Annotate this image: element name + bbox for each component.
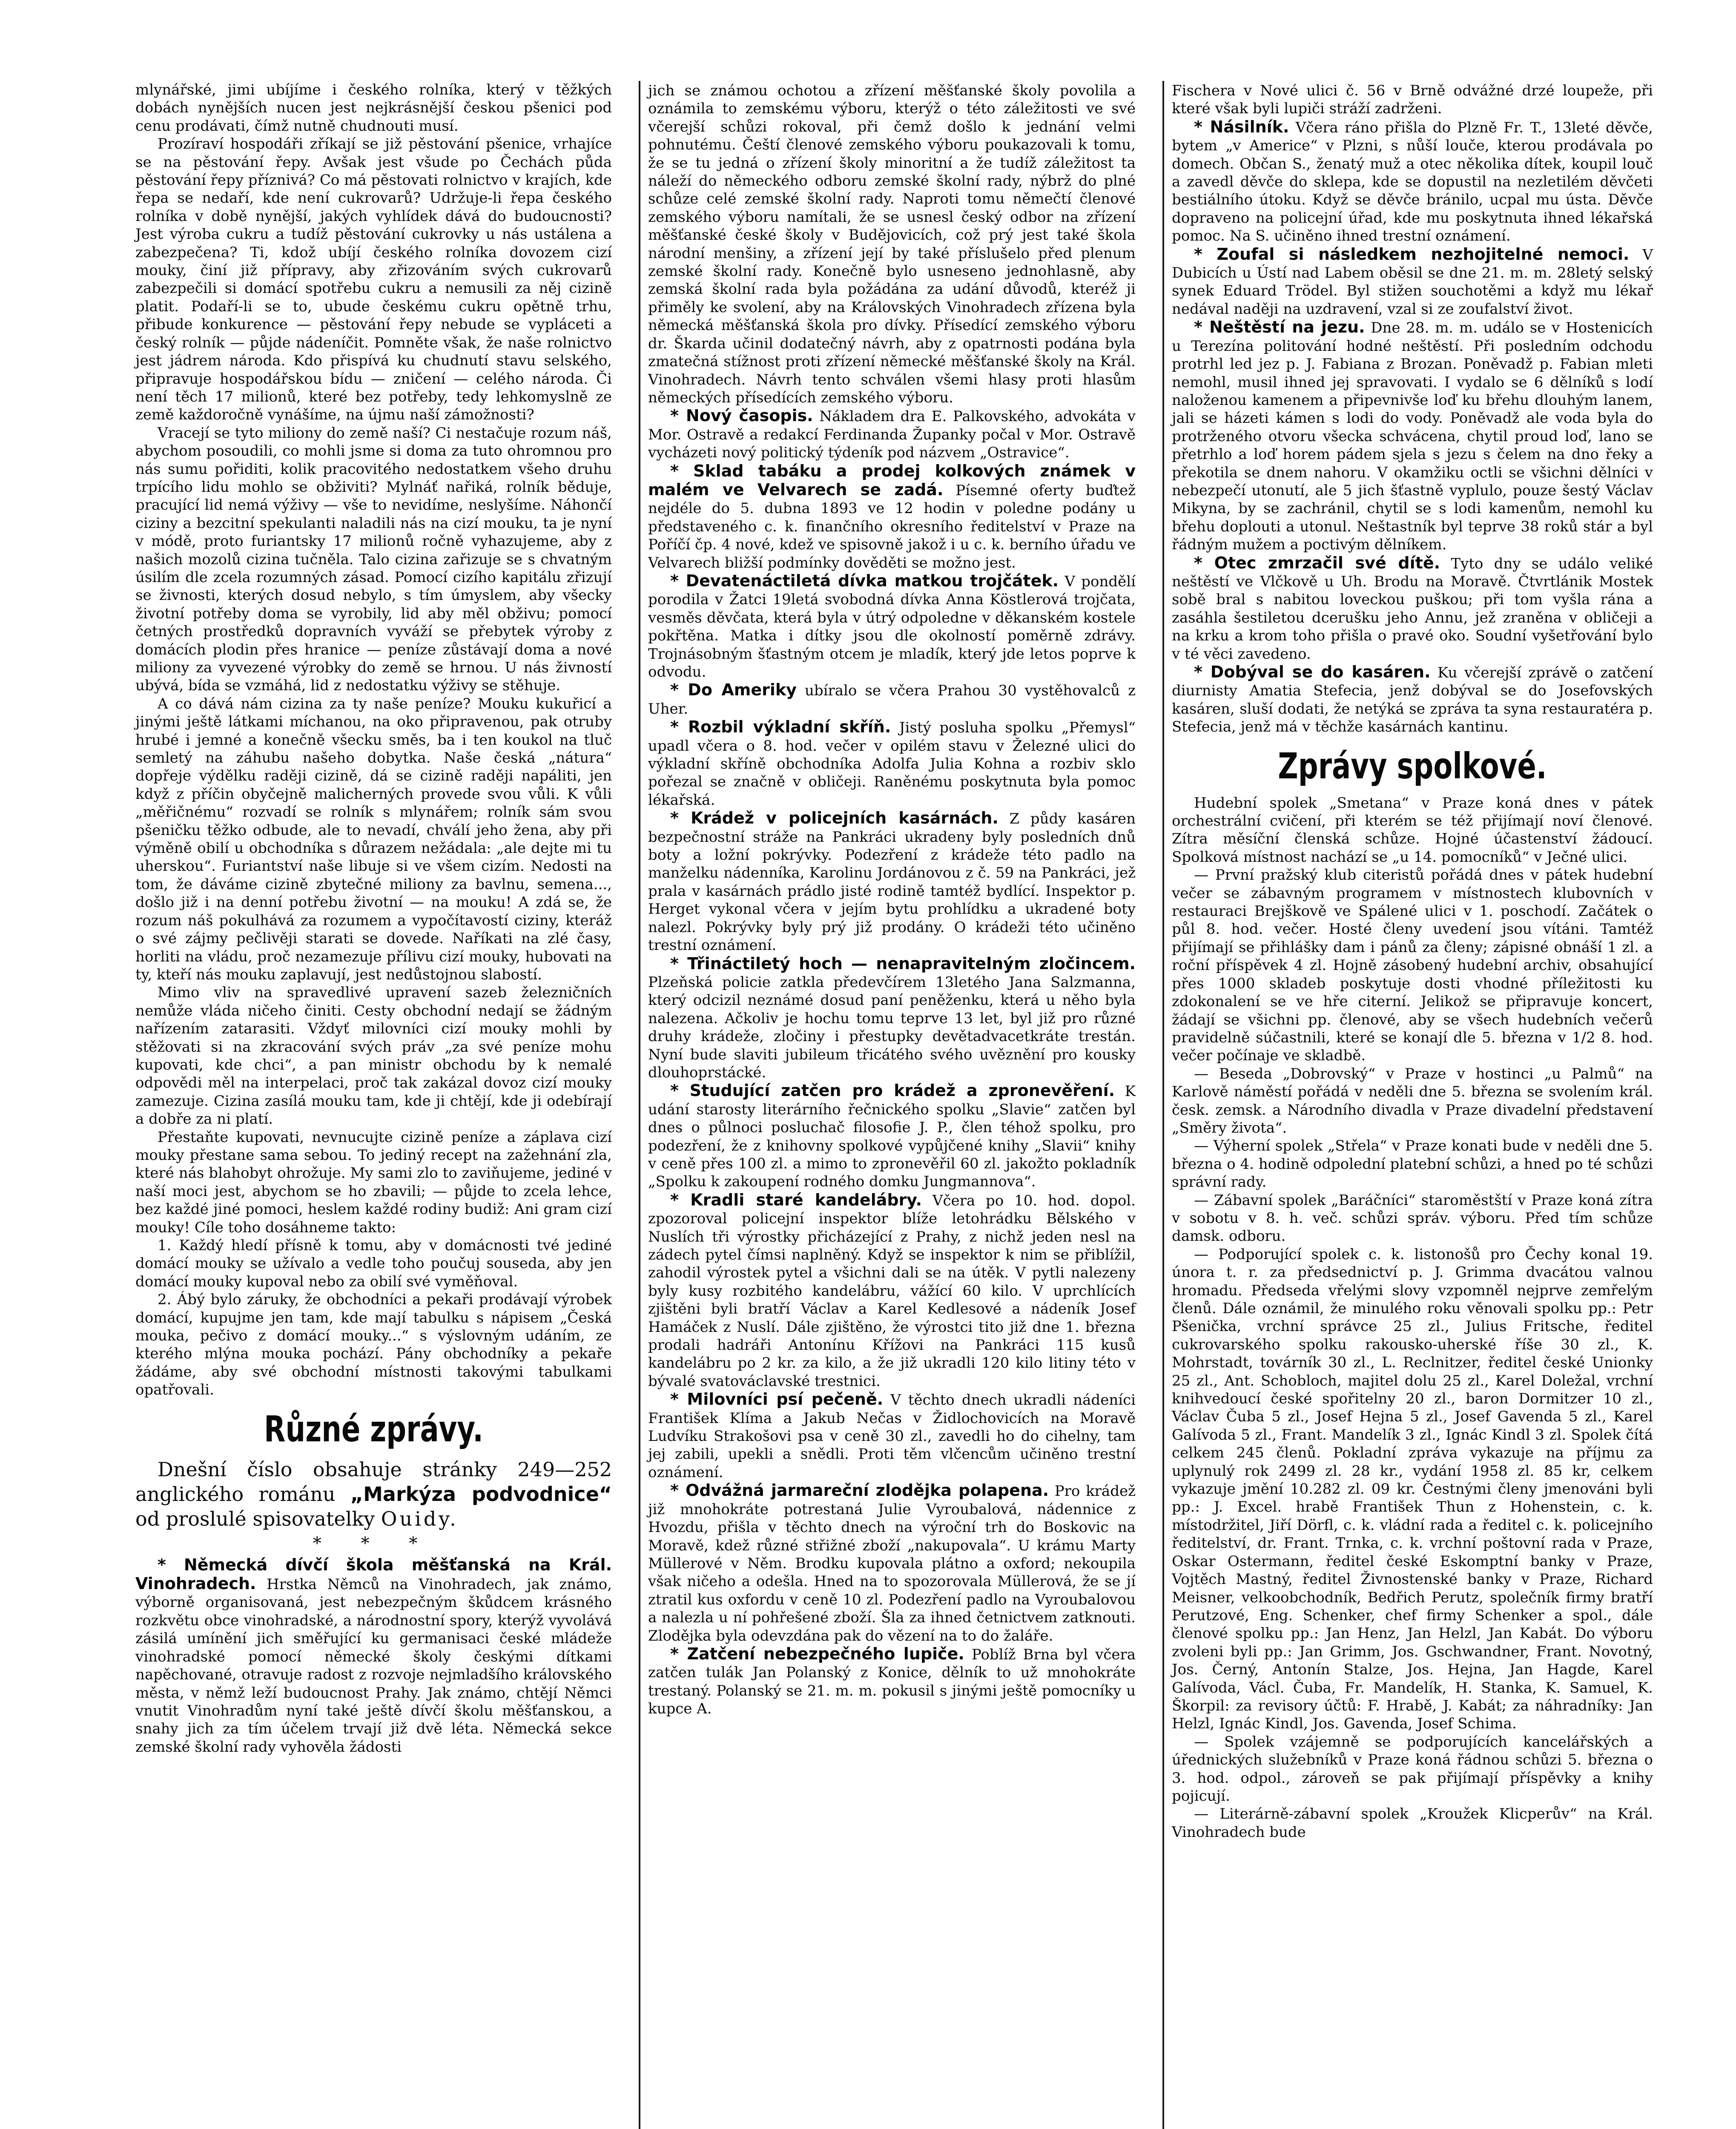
article-paragraph: 1. Každý hledí přísně k tomu, aby v domácnosti tvé jediné domácí mouky se užívalo a vedle toho poučuj souseda, aby jen domácí mouky kupoval nebo za obilí své vyměňoval. bbox=[135, 1237, 612, 1290]
news-heading: * Násilník. bbox=[1194, 117, 1289, 136]
article-paragraph: Přestaňte kupovati, nevnucujte cizině peníze a záplava cizí mouky přestane sama sebou. To jediný recept na zažehnání zla, které nás blahobyt ohrožuje. My sami zlo to zaviňujeme, jediné v naší moci jest, abychom se ho zbavili; — půjde to zcela lehce, bez každé jiné pomoci, heslem každé rodiny budiž: Ani gram cizí mouky! Cíle toho dosáhneme takto: bbox=[135, 1128, 612, 1236]
news-item bbox=[648, 1191, 1136, 1390]
news-item bbox=[648, 1481, 1136, 1645]
news-heading: * Sklad tabáku a prodej kolkových známek v malém ve Velvarech se zadá. bbox=[648, 461, 1136, 499]
club-news-item: — Spolek vzájemně se podporujících kancelářských a úřednických služebníků v Praze koná řádnou schůzi 5. března o 3. hod. odpol., zároveň se pak přijímají příspěvky a knihy pojicují. bbox=[1172, 1733, 1653, 1805]
news-heading: * Milovníci psí pečeně. bbox=[670, 1390, 884, 1409]
news-body: ubíralo se včera Prahou 30 vystěhovalců z Uher. bbox=[648, 682, 1136, 717]
news-item bbox=[1172, 318, 1653, 554]
news-heading: * Zatčení nebezpečného lupiče. bbox=[670, 1644, 964, 1663]
newspaper-page bbox=[128, 81, 1661, 2129]
news-body: Hrstka Němců na Vinohradech, jak známo, výborně organisovaná, jest nebezpečným škůdcem krásného rozkvětu obce vinohradské, a národnostní spory, kterýž vyvolává zásilá umínění jich směřující ku germanisaci české mládeže vinohradské pomocí německé školy českými dítkami napěchované, otravuje radost z rozvoje nejmladšího královského města, v němž leží budoucnost Prahy. Jak známo, chtějí Němci vnutit Vinohradům nyní také ještě dívčí školu měšťanskou, a snahy jich za tím účelem trvají již dvě léta. Německá sekce zemské školní rady vyhověla žádosti bbox=[135, 1576, 612, 1756]
news-item bbox=[648, 955, 1136, 1082]
news-item bbox=[648, 462, 1136, 572]
news-body: Plzeňská policie zatkla předevčírem 13letého Jana Salzmanna, který odcizil neznámé dosud paní peněženku, která u něho byla nalezena. Ačkoliv je hochu tomu teprve 13 let, byl již pro různé druhy krádeže, zločiny i přestupky devětadvacetkráte trestán. Nyní bude slaviti jubileum třicátého svého uvěznění pro kousky dlouhoprstácké. bbox=[648, 973, 1136, 1081]
news-item bbox=[648, 1645, 1136, 1718]
news-body: Včera ráno přišla do Plzně Fr. T., 13leté děvče, bytem „v Americe“ v Plzni, s nůší louče, kterou prodávala po domech. Občan S., ženatý muž a otec několika dítek, koupil louč a zavedl děvče do sklepa, kde se dopustil na nezletilém děvčeti bestiálního útoku. Když se děvče bránilo, ucpal mu ústa. Děvče dopraveno na policejní úřad, kde mu poskytnuta ihned lékařská pomoc. Na S. učiněno ihned trestní oznámení. bbox=[1172, 119, 1653, 245]
news-body: Pro krádež již mnohokráte potrestaná Julie Vyroubalová, nádennice z Hvozdu, přišla v těchto dnech na výroční trh do Boskovic na Moravě, kdež různé střižné zboží „nakupovala“. U krámu Marty Müllerové v Něm. Brodku kupovala plátno a oxford; nekoupila však ničeho a odešla. Hned na to spozorovala Müllerová, že se jí ztratil kus oxfordu v ceně 10 zl. Podezření padlo na Vyroubalovou a nalezla u ní pohřešené zboží. Šla za ihned četnictvem zatknouti. Zlodějka byla odevzdána pak do vězení na to do žaláře. bbox=[648, 1483, 1136, 1644]
news-body: Nákladem dra E. Palkovského, advokáta v Mor. Ostravě a redakcí Ferdinanda Županky počal v Mor. Ostravě vycházeti nový politický týdeník pod názvem „Ostravice“. bbox=[648, 408, 1136, 462]
news-item bbox=[648, 1390, 1136, 1481]
novel-announcement bbox=[135, 1457, 612, 1531]
news-heading: * Třináctiletý hoch — nenapravitelným zločincem. bbox=[670, 954, 1136, 973]
news-heading: * Rozbil výkladní skříň. bbox=[670, 717, 891, 737]
news-item bbox=[648, 681, 1136, 718]
club-news-item: — Zábavní spolek „Baráčníci“ staroměstští v Praze koná zítra v sobotu v 8. h. več. schůzi správ. výboru. Před tím schůze damsk. odboru. bbox=[1172, 1191, 1653, 1245]
news-item bbox=[648, 407, 1136, 462]
club-news-item: — První pražský klub citeristů pořádá dnes v pátek hudební večer se zábavným programem v místnostech klubovních v restauraci Brejškově ve Spálené ulici v 1. poschodí. Začátek o půl 8. hod. večer. Hosté členy uvedení jsou vítáni. Tamtéž přijímají se přihlášky dam i pánů za členy; zápisné obnáší 1 zl. a roční příspěvek 4 zl. Hojně zásobený hudební archiv, obsahující přes 1000 skladeb poskytuje dosti vhodné příležitosti ku zdokonalení se ve hře citerní. Jelikož se připravuje koncert, žádají se všichni pp. členové, aby se všech hudebních večerů pravidelně súčastnili, které se konají dle 5. března v 1/2 8. hod. večer počínaje ve skladbě. bbox=[1172, 867, 1653, 1064]
news-body: Poblíž Brna byl včera zatčen tulák Jan Polanský z Konice, dělník to už mnohokráte trestaný. Polanský se 21. m. m. pokusil s jinými ještě pomocníky u kupce A. bbox=[648, 1646, 1136, 1718]
club-news-item: — Výherní spolek „Střela“ v Praze konati bude v neděli dne 5. března o 4. hodině odpolední platební schůzi, a hned po té schůzi správní rady. bbox=[1172, 1137, 1653, 1191]
news-heading: * Do Ameriky bbox=[670, 680, 797, 700]
news-body: Jistý posluha spolku „Přemysl“ upadl včera o 8. hod. večer v opilém stavu v Železné ulici do výkladní skříně obchodníka Adolfa Julia Kohna a rozbiv sklo pořezal se značně v obličeji. Raněnému poskytnuta byla pomoc lékařská. bbox=[648, 719, 1136, 809]
article-paragraph: mlynářské, jimi ubíjíme i českého rolníka, který v těžkých dobách nynějších nucen jest nejkrásnější českou pšenici pod cenu prodávati, čímž nutně chudnouti musí. bbox=[135, 81, 612, 135]
column-3 bbox=[1162, 81, 1661, 2129]
news-heading: * Zoufal si následkem nezhojitelné nemoci. bbox=[1194, 244, 1630, 264]
section-title-various-news: Různé zprávy. bbox=[264, 1408, 483, 1450]
news-heading: * Studující zatčen pro krádež a zpronevěření. bbox=[670, 1081, 1115, 1100]
club-news-item: — Podporující spolek c. k. listonošů pro Čechy konal 19. února t. r. za předsednictví p. J. Grimma dvacátou valnou hromadu. Předseda vřelými slovy vzpomněl nejprve zemřelým členů. Dále oznámil, že minulého roku věnovali spolku pp.: Petr Pšenička, vrchní správce 25 zl., Julius Fritsche, ředitel cukrovarského spolku rakousko-uherské říše 30 zl., K. Mohrstadt, továrník 30 zl., L. Reclnitzer, ředitel české Unionky 25 zl., Ant. Schobloch, majitel dolu 25 zl., Karel Doležal, vrchní knihvedoucí české spořitelny 20 zl., baron Dormitzer 10 zl., Václav Čuba 5 zl., Josef Hejna 5 zl., Josef Gavenda 5 zl., Karel Galívoda 5 zl., Frant. Mandelík 3 zl., Ignác Kindl 3 zl. Spolek čítá celkem 245 členů. Pokladní zpráva vykazuje na příjmu za uplynulý rok 2499 zl. 28 kr., vydání 1958 zl. 85 kr, celkem vykazuje jmění 10.282 zl. 09 kr. Čestnými členy jmenováni byli pp.: J. Excel. hrabě František Thun z Hohenstein, c. k. místodržitel, Jiří Dörfl, c. k. vládní rada a ředitel c. k. policejního ředitelství, dr. Frant. Trnka, c. k. vrchní poštovní rada v Praze, Oskar Ostermann, ředitel české Eskomptní banky v Praze, Vojtěch Mastný, ředitel Živnostenské banky v Praze, Richard Meisner, velkoobchodník, Bedřich Perutz, společník firmy bratří Perutzové, Eng. Schenker, chef firmy Schenker a spol., dále členové spolku pp.: Jan Henz, Jan Helzl, Jan Kabát. Do výboru zvoleni byli pp.: Jan Grimm, Jos. Gschwandner, Frant. Novotný, Jos. Černý, Antonín Stalze, Jos. Hejna, Jan Hagde, Karel Galívoda, Václ. Čuba, Fr. Mandelík, H. Stanka, K. Samuel, K. Škorpil: za revisory účtů: F. Hrabě, J. Kabát; za náhradníky: Jan Helzl, Ignác Kindl, Jos. Gavenda, Josef Schima. bbox=[1172, 1245, 1653, 1733]
news-item bbox=[1172, 245, 1653, 318]
author-name: Ouidy. bbox=[381, 1507, 459, 1530]
news-heading: * Kradli staré kandelábry. bbox=[670, 1190, 922, 1209]
news-item bbox=[648, 1082, 1136, 1191]
club-news-item: Hudební spolek „Smetana“ v Praze koná dnes v pátek orchestrální cvičení, při kterém se též přijímají noví členové. Zítra měsíční členská schůze. Hojné účastenství žádoucí. Spolková místnost nachází se „u 14. pomocníků“ v Ječné ulici. bbox=[1172, 794, 1653, 866]
news-heading: * Dobýval se do kasáren. bbox=[1194, 663, 1431, 681]
news-body: V pondělí porodila v Žatci 19letá svobodná dívka Anna Köstlerová trojčata, vesměs děvčata, která byla v útrý odpoledne v děkanském kostele pokřtěna. Matka i dítky jsou dle okolností poměrně zdrávy. Trojnásobným šťastným otcem je mladík, který jde letos poprve k odvodu. bbox=[648, 573, 1136, 680]
news-body: jich se známou ochotou a zřízení měšťanské školy povolila a oznámila to zemskému výboru, kterýž o této záležitosti ve své včerejší schůzi rokoval, při čemž došlo k jednání velmi pohnutému. Čeští členové zemského výboru poukazovali k tomu, že se tu jedná o zřízení školy minoritní a že tudíž záležitost ta náleží do německého odboru zemské školní rady, nýbrž do plné schůze celé zemské školní rady. Naproti tomu němečtí členové zemského výboru namítali, že se usnesl český odbor na zřízení měšťanské české školy v Budějovicích, což prý jest také škola národní menšiny, a zřízení její by také příslušelo před plenum zemské školní rady. Konečně bylo usneseno jednohlasně, aby zemská školní rada byla požádána za udání důvodů, kteréž ji přiměly ke svolení, aby na Královských Vinohradech zřízena byla německá měšťanská škola pro dívky. Přísedící zemského výboru dr. Škarda učinil dodatečný návrh, aby z opatrnosti podána byla zmatečná stížnost proti zřízení německé měšťanské školy na Král. Vinohradech. Návrh tento schválen všemi hlasy proti hlasům německých přísedících zemského výboru. bbox=[648, 82, 1136, 406]
news-item bbox=[135, 1556, 612, 1756]
news-item bbox=[1172, 81, 1653, 118]
section-title-club-news: Zprávy spolkové. bbox=[1278, 745, 1547, 787]
column-2 bbox=[639, 81, 1143, 2129]
news-body: Dne 28. m. m. událo se v Hostenicích u Terezína politování hodné neštěstí. Při posledním odchodu protrhl led jez p. J. Fabiana z Brozan. Poněvadž p. Fabian mleti nemohl, musil ihned jej spravovati. I vydalo se 6 dělníků s lodí naloženou kamenem a připevnivše loď ku břehu dlouhým lanem, jali se házeti kámen s lodi do vody. Poněvadž ale voda byla do protrženého otvoru všecka schvácena, chytil proud loď, lano se přetrhlo a loď horem pádem sjela s jezu s čelem na dno řeky a překotila se dnem nahoru. V okamžiku octli se všichni dělníci v nebezpečí utonutí, ale 5 jich šťastně vyplulo, pouze šestý Václav Mikyna, by se zachránil, chytil se s lodi kamenům, nemohl ku břehu doplouti a utonul. Neštastník byl teprve 38 roků stár a byl řádným mužem a poctivým dělníkem. bbox=[1172, 319, 1653, 554]
news-item bbox=[648, 81, 1136, 407]
news-body: Z půdy kasáren bezpečnostní stráže na Pankráci ukradeny byly posledních dnů boty a ložní pokrývky. Podezření z krádeže této padlo na manželku nádenníka, Karolinu Jordánovou z č. 59 na Pankráci, jež prala v kasárnách prádlo jisté rodině tamtéž bydlící. Inspektor p. Herget vykonal včera v jejím bytu prohlídku a ukradené boty nalezl. Pokrývky byly prý již prodány. O krádeži této učiněno trestní oznámení. bbox=[648, 810, 1136, 954]
news-heading: * Německá dívčí škola měšťanská na Král. Vinohradech. bbox=[135, 1555, 612, 1593]
news-item bbox=[1172, 663, 1653, 736]
article-paragraph: 2. Ábý bylo záruky, že obchodníci a pekaři prodávají výrobek domácí, kupujme jen tam, kde mají tabulku s nápisem „Česká mouka, pečivo z domácí mouky...“ s výslovným udáním, ze kterého mlýna mouka pochází. Pány obchodníky a pekaře žádáme, aby své obchodní místnosti takovými tabulkami opatřovali. bbox=[135, 1291, 612, 1399]
news-item bbox=[648, 718, 1136, 809]
news-body: Písemné oferty buďtež nejdéle do 5. dubna 1893 ve 12 hodin v poledne podány u představeného c. k. finančního okresního ředitelství v Praze na Poříčí čp. 4 nové, kdež ve spisovně jakož i u c. k. berního úřadu ve Velvarech bližší podmínky dověděti se možno jest. bbox=[648, 482, 1136, 571]
news-heading: * Krádež v policejních kasárnách. bbox=[670, 809, 999, 828]
news-heading: * Devatenáctiletá dívka matkou trojčátek. bbox=[670, 571, 1059, 590]
news-heading: * Odvážná jarmareční zlodějka polapena. bbox=[670, 1481, 1049, 1500]
club-news-item: — Literárně-zábavní spolek „Kroužek Klicperův“ na Král. Vinohradech bude bbox=[1172, 1805, 1653, 1841]
article-paragraph: A co dává nám cizina za ty naše peníze? Mouku kukuřicí a jinými ještě látkami míchanou, na oko připravenou, pak otruby hrubé i jemné a konečně všecku směs, ba i ten koukol na tluč semletý na záhubu našeho dobytka. Naše česká „nátura“ dopřeje výdělku raději cizině, dá se cizině raději napáliti, jen když z příčin obyčejně malicherných provede svou vůli. K vůli „měřičnému“ rozvadí se rolník s mlynářem; rolník sám svou pšeničku těžko odbude, ale to nevadí, chválí jeho žena, aby při výměně obilí u obchodníka s důrazem nežádala: „ale dejte mi tu uherskou“. Furiantství naše libuje si ve všem cizím. Nedosti na tom, že dáváme cizině zbytečné miliony za bavlnu, semena..., došlo již i na denní potřebu životní — na mouku! A zdá se, že rozum náš pokulhává za rozumem a vypočítavostí ciziny, kteráž o své zájmy pečlivěji starati se dovede. Naříkati na zlé časy, horliti na vládu, proč nezamezuje přílivu cizí mouky, hubovati na ty, kteří nás mouku zaplavují, jest nedůstojnou slabostí. bbox=[135, 695, 612, 983]
news-body: Fischera v Nové ulici č. 56 v Brně odvážné drzé loupeže, při které však byli lupiči stráží zadrženi. bbox=[1172, 82, 1653, 118]
article-paragraph: Mimo vliv na spravedlivé upravení sazeb železničních nemůže vláda ničeho činiti. Cesty obchodní nedají se žádným nařízením zatarasiti. Vždyť milovníci cizí mouky mohli by stěžovati si na zkracování svých práv „za své peníze mohu kupovati, kde chci“, a pan ministr obchodu by k nemalé odpovědi měl na interpelaci, proč tak zakázal dovoz cizí mouky zamezuje. Cizina zasílá mouku tam, kde ji chtějí, kde ji odebírají a dobře za ni platí. bbox=[135, 984, 612, 1128]
article-paragraph: Prozíraví hospodáři zříkají se již pěstování pšenice, vrhajíce se na pěstování řepy. Avšak jest všude po Čechách půda pěstování řepy příznivá? Co má pěstovati rolnictvo v krajích, kde řepa se nedaří, kde není cukrovarů? Udržuje-li řepa českého rolníka v době nynější, jakých vyhlídek dává do budoucnosti? Jest výroba cukru a tudíž pěstování cukrovky u nás ustálena a zabezpečena? Ti, kdož ubíjí českého rolníka dovozem cizí mouky, činí již přípravy, aby zřizováním svých cukrovarů zabezpečili si domácí spotřebu cukru a nemusili za něj cizině platit. Podaří-li se to, ubude českému cukru opětně trhu, přibude konkurence — pěstování řepy nebude se vypláceti a český rolník — půjde nádeníčit. Pomněte však, že naše rolnictvo jest jádrem národa. Kdo přispívá ku chudnutí stavu selského, připravuje hospodářskou bídu — zničení — celého národa. Či není těch 17 milionů, které bez potřeby, tedy lehkomyslně ze země každoročně vynášíme, na újmu naší zámožnosti? bbox=[135, 135, 612, 424]
news-body: Ku včerejší zprávě o zatčení diurnisty Amatia Stefecia, jenž dobýval se do Josefovských kasáren, sluší dodati, že netýká se zpráva ta syna restauratéra p. Stefecia, jenž má v těchže kasárnách kantinu. bbox=[1172, 664, 1653, 736]
news-item bbox=[1172, 118, 1653, 245]
separator-stars: * * * bbox=[313, 1533, 435, 1553]
news-item bbox=[648, 809, 1136, 954]
club-news-item: — Beseda „Dobrovský“ v Praze v hostinci „u Palmů“ na Karlově náměstí pořádá v neděli dne 5. března se svolením král. česk. zemsk. a Národního divadla v Praze divadelní představení „Směry života“. bbox=[1172, 1065, 1653, 1136]
article-paragraph: Vracejí se tyto miliony do země naší? Ci nestačuje rozum náš, abychom posoudili, co mohli jsme si doma za tuto ohromnou pro nás sumu pořiditi, kolik pracovitého nedostatkem všeho druhu trpícího lidu mohlo se obživiti? Mylnáť nařiká, rolník běduje, pracující lid nemá výživy — vše to nevidíme, neslyšíme. Náhončí ciziny a bezcitní spekulanti naladili nás na cizí mouku, ta je nyní v módě, proto furiantsky 17 milionů ročně vyhazujeme, aby z našich mozolů cizina tučněla. Talo cizina zařizuje se s chvatným úsilím dle zcela rozumných zásad. Pomocí cizího kapitálu zřizují se živnosti, kterých dosud nebylo, s tím úmyslem, aby všecky životní potřeby doma se vyrobily, lid aby měl obživu; pomocí četných prostředků dopravních vyváží se přebytek výroby z domácích plodin přes hranice — peníze zůstávají doma a nové miliony za vyvezené výrobky do země se hrnou. U nás živností ubývá, bída se vzmáhá, lid z nedostatku výživy se stěhuje. bbox=[135, 424, 612, 694]
news-heading: * Nový časopis. bbox=[670, 406, 813, 425]
news-body: V Dubicích u Ústí nad Labem oběsil se dne 21. m. m. 28letý selský synek Eduard Trödel. Byl stižen souchotěmi a když mu lékař nedával naději na uzdravení, vzal si ze zoufalství život. bbox=[1172, 246, 1653, 318]
news-body: V těchto dnech ukradli nádeníci František Klíma a Jakub Nečas v Židlochovicích na Moravě Ludvíku Strakošovi psa v ceně 30 zl., zavedli ho do cihelny, tam jej zabili, upekli a snědli. Proti těm vlčencům učiněno trestní oznámení. bbox=[648, 1392, 1136, 1481]
column-1 bbox=[128, 81, 620, 2129]
news-item bbox=[1172, 554, 1653, 663]
news-heading: * Neštěstí na jezu. bbox=[1194, 318, 1365, 337]
announcement-text: od proslulé spisovatelky bbox=[135, 1507, 381, 1530]
news-item bbox=[648, 572, 1136, 681]
news-body: Tyto dny se událo veliké neštěstí ve Vlčkově u Uh. Brodu na Moravě. Čtvrtlánik Mostek sobě bral s nabitou loveckou puškou; při tom vyšla rána a zasáhla šestiletou dcerušku jeho Annu, jež zraněna v obličeji a na krku a krom toho přišla o pravé oko. Soudní vyšetřování bylo v té věci zavedeno. bbox=[1172, 555, 1653, 663]
novel-title: „Markýza podvodnice“ bbox=[350, 1482, 612, 1506]
news-heading: * Otec zmrzačil své dítě. bbox=[1194, 553, 1440, 572]
news-body: K udání starosty literárního řečnického spolku „Slavie“ zatčen byl dnes o půlnoci posluchač filosofie J. P., člen téhož spolku, pro podezření, že z knihovny spolkové vypůjčené knihy „Slavii“ knihy v ceně přes 100 zl. a mimo to zpronevěřil 60 zl. jakožto pokladník „Spolku k zakoupení rodného domku Jungmannova“. bbox=[648, 1083, 1136, 1191]
news-body: Včera po 10. hod. dopol. zpozoroval policejní inspektor blíže letohrádku Bělského v Nuslích tři výrostky přicházející z Prahy, z nichž jeden nesl na zádech pytel čímsi naplněný. Když se inspektor k nim se přiblížil, zahodil výrostek pytel a všichni dali se na útěk. V pytli nalezeny byly kusy rozbitého kandelábru, vážící 60 kilo. V uprchlících zjištěni byli bratří Václav a Karel Kedlesové a nádeník Josef Hamáček z Nuslí. Dále zjištěno, že výrostci tito již dne 1. března prodali hadráři Antonínu Křížovi na Pankráci 115 kusů kandelábru po 2 kr. za kilo, a že již ukradli 120 kilo litiny této v bývalé svatováclavské trestnici. bbox=[648, 1192, 1136, 1390]
announcement-text: Dnešní číslo obsahuje stránky 249—252 anglického románu bbox=[135, 1458, 612, 1506]
